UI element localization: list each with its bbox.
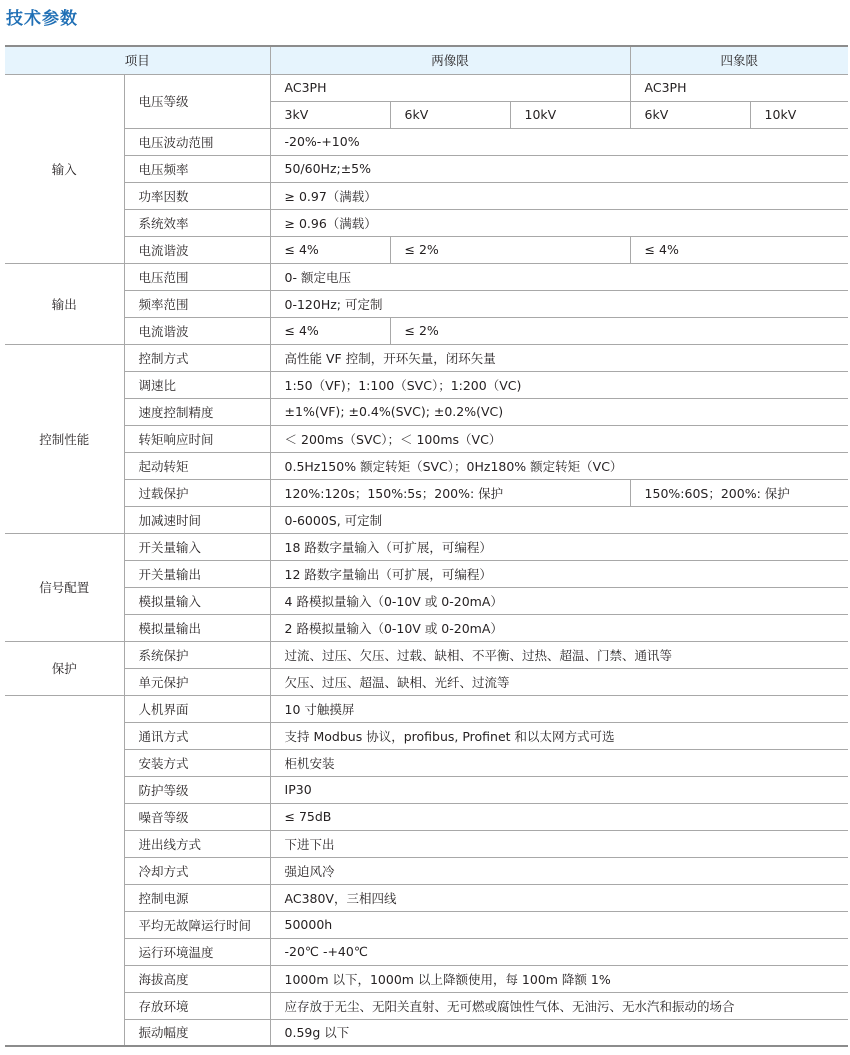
table-row	[5, 506, 848, 533]
row-label: 调速比	[124, 371, 270, 398]
table-row	[5, 695, 848, 722]
cell-value: IP30	[270, 776, 848, 803]
cell-value: 0.59g 以下	[270, 1019, 848, 1046]
table-row	[5, 479, 848, 506]
row-label: 频率范围	[124, 290, 270, 317]
cell-value: ≥ 0.96（满载）	[270, 209, 848, 236]
cell-value: 10kV	[750, 101, 848, 128]
table-row	[5, 911, 848, 938]
table-row	[5, 1019, 848, 1046]
page-title: 技术参数	[6, 9, 78, 29]
cell-value: 1000m 以下，1000m 以上降额使用，每 100m 降额 1%	[270, 965, 848, 992]
table-row	[5, 830, 848, 857]
group-input: 输入	[5, 74, 124, 263]
group-control: 控制性能	[5, 344, 124, 533]
table-row	[5, 317, 848, 344]
table-row	[5, 776, 848, 803]
row-label: 开关量输入	[124, 533, 270, 560]
table-row	[5, 992, 848, 1019]
cell-value: 0-120Hz; 可定制	[270, 290, 848, 317]
table-row	[5, 236, 848, 263]
cell-value: 10kV	[510, 101, 630, 128]
table-row	[5, 290, 848, 317]
row-label: 海拔高度	[124, 965, 270, 992]
cell-value: 6kV	[630, 101, 750, 128]
row-label: 系统保护	[124, 641, 270, 668]
cell-value: -20℃ -+40℃	[270, 938, 848, 965]
cell-value: 应存放于无尘、无阳关直射、无可燃或腐蚀性气体、无油污、无水汽和振动的场合	[270, 992, 848, 1019]
row-label: 电压频率	[124, 155, 270, 182]
table-row	[5, 884, 848, 911]
cell-value: ≤ 4%	[270, 236, 390, 263]
row-label: 加减速时间	[124, 506, 270, 533]
row-label: 起动转矩	[124, 452, 270, 479]
row-label: 存放环境	[124, 992, 270, 1019]
spec-table	[5, 45, 848, 1047]
cell-value: 柜机安装	[270, 749, 848, 776]
row-label: 冷却方式	[124, 857, 270, 884]
row-label: 进出线方式	[124, 830, 270, 857]
row-label: 运行环境温度	[124, 938, 270, 965]
cell-value: 4 路模拟量输入（0-10V 或 0-20mA）	[270, 587, 848, 614]
table-row	[5, 74, 848, 101]
cell-value: 120%:120s；150%:5s；200%: 保护	[270, 479, 630, 506]
row-label: 模拟量输出	[124, 614, 270, 641]
table-row	[5, 560, 848, 587]
table-row	[5, 965, 848, 992]
cell-value: ≥ 0.97（满载）	[270, 182, 848, 209]
cell-value: ＜ 200ms（SVC）；＜ 100ms（VC）	[270, 425, 848, 452]
table-row	[5, 857, 848, 884]
cell-value: 0.5Hz150% 额定转矩（SVC）；0Hz180% 额定转矩（VC）	[270, 452, 848, 479]
group-other	[5, 695, 124, 1046]
cell-value: 50/60Hz;±5%	[270, 155, 848, 182]
cell-value: 18 路数字量输入（可扩展，可编程）	[270, 533, 848, 560]
cell-value: AC380V，三相四线	[270, 884, 848, 911]
header-item: 项目	[5, 46, 270, 74]
table-row	[5, 344, 848, 371]
row-label: 单元保护	[124, 668, 270, 695]
cell-value: 10 寸触摸屏	[270, 695, 848, 722]
row-label: 防护等级	[124, 776, 270, 803]
table-row	[5, 587, 848, 614]
table-row	[5, 749, 848, 776]
row-label: 安装方式	[124, 749, 270, 776]
row-label: 通讯方式	[124, 722, 270, 749]
row-label: 速度控制精度	[124, 398, 270, 425]
row-label: 电压波动范围	[124, 128, 270, 155]
cell-value: ≤ 4%	[630, 236, 848, 263]
cell-value: 6kV	[390, 101, 510, 128]
cell-value: ≤ 2%	[390, 317, 848, 344]
row-label: 平均无故障运行时间	[124, 911, 270, 938]
table-row	[5, 371, 848, 398]
table-row	[5, 614, 848, 641]
table-row	[5, 803, 848, 830]
table-row	[5, 209, 848, 236]
row-label: 电压等级	[124, 74, 270, 128]
table-row	[5, 533, 848, 560]
cell-value: 下进下出	[270, 830, 848, 857]
cell-value: 1:50（VF)；1:100（SVC）；1:200（VC)	[270, 371, 848, 398]
table-row	[5, 938, 848, 965]
row-label: 系统效率	[124, 209, 270, 236]
table-header-row	[5, 46, 848, 74]
group-output: 输出	[5, 263, 124, 344]
cell-value: 支持 Modbus 协议，profibus, Profinet 和以太网方式可选	[270, 722, 848, 749]
cell-value: 0-6000S, 可定制	[270, 506, 848, 533]
group-protection: 保护	[5, 641, 124, 695]
cell-value: ≤ 4%	[270, 317, 390, 344]
table-row	[5, 155, 848, 182]
cell-value: ≤ 2%	[390, 236, 630, 263]
row-label: 模拟量输入	[124, 587, 270, 614]
cell-value: 50000h	[270, 911, 848, 938]
cell-value: 2 路模拟量输入（0-10V 或 0-20mA）	[270, 614, 848, 641]
row-label: 振动幅度	[124, 1019, 270, 1046]
cell-value: 强迫风冷	[270, 857, 848, 884]
table-row	[5, 641, 848, 668]
cell-value: 高性能 VF 控制，开环矢量，闭环矢量	[270, 344, 848, 371]
cell-value: ±1%(VF); ±0.4%(SVC); ±0.2%(VC)	[270, 398, 848, 425]
table-row	[5, 668, 848, 695]
cell-value: 过流、过压、欠压、过载、缺相、不平衡、过热、超温、门禁、通讯等	[270, 641, 848, 668]
table-row	[5, 263, 848, 290]
row-label: 过载保护	[124, 479, 270, 506]
group-signal: 信号配置	[5, 533, 124, 641]
cell-value: 3kV	[270, 101, 390, 128]
row-label: 电流谐波	[124, 317, 270, 344]
table-row	[5, 452, 848, 479]
cell-value: 150%:60S；200%: 保护	[630, 479, 848, 506]
row-label: 电压范围	[124, 263, 270, 290]
table-row	[5, 425, 848, 452]
row-label: 人机界面	[124, 695, 270, 722]
header-four-quadrant: 四象限	[630, 46, 848, 74]
row-label: 开关量输出	[124, 560, 270, 587]
table-row	[5, 398, 848, 425]
row-label: 控制电源	[124, 884, 270, 911]
cell-value: 12 路数字量输出（可扩展，可编程）	[270, 560, 848, 587]
cell-value: 0- 额定电压	[270, 263, 848, 290]
cell-value: AC3PH	[630, 74, 848, 101]
row-label: 转矩响应时间	[124, 425, 270, 452]
row-label: 电流谐波	[124, 236, 270, 263]
row-label: 噪音等级	[124, 803, 270, 830]
table-row	[5, 182, 848, 209]
table-row	[5, 722, 848, 749]
header-two-quadrant: 两像限	[270, 46, 630, 74]
cell-value: -20%-+10%	[270, 128, 848, 155]
table-row	[5, 128, 848, 155]
row-label: 控制方式	[124, 344, 270, 371]
cell-value: AC3PH	[270, 74, 630, 101]
row-label: 功率因数	[124, 182, 270, 209]
cell-value: 欠压、过压、超温、缺相、光纤、过流等	[270, 668, 848, 695]
cell-value: ≤ 75dB	[270, 803, 848, 830]
